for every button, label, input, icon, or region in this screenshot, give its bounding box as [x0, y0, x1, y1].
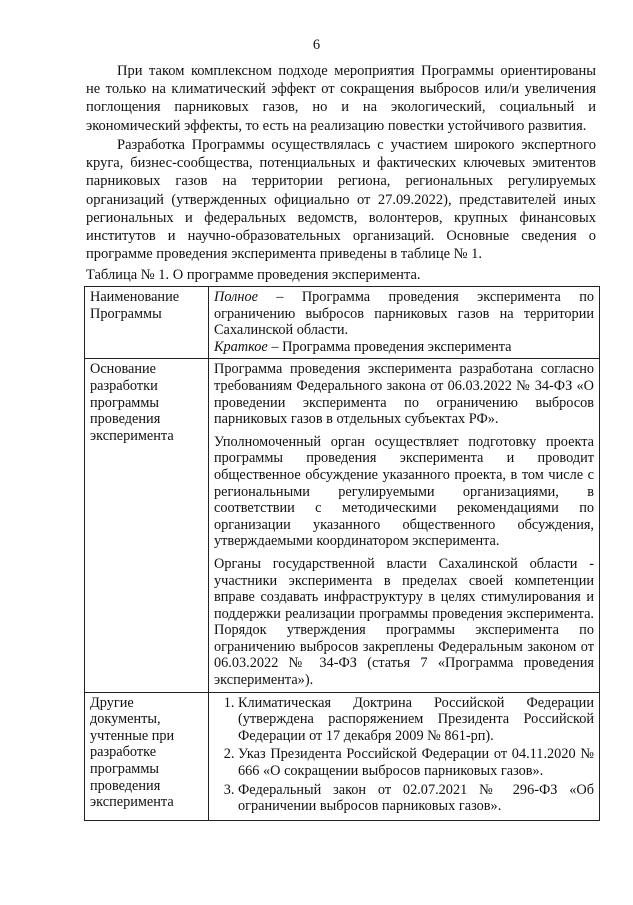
other-documents-cell [209, 692, 600, 820]
short-name-text: – Программа проведения эксперимента [267, 338, 512, 355]
body-paragraph-2 [86, 136, 596, 263]
basis-cell [209, 359, 600, 692]
documents-list [214, 695, 594, 815]
program-name-cell [209, 287, 600, 359]
program-info-table [84, 286, 600, 821]
table-row-program-name [85, 287, 600, 359]
short-name-label: Краткое [214, 338, 268, 355]
basis-paragraph: Программа проведения эксперимента разработана согласно требованиям Федерального закона от 06.03.2022 № 34-ФЗ «О проведении эксперимента по ограничению выбросов парниковых газов в отдельных субъектах РФ». [214, 361, 594, 428]
list-item: 1. Климатическая Доктрина Российской Федерации (утверждена распоряжением Президента Российской Федерации от 17 декабря 2009 № 861-рп). [238, 695, 594, 745]
row-label-other-documents: Другие документы, учтенные при разработке программы проведения эксперимента [85, 692, 209, 820]
table-caption: Таблица № 1. О программе проведения эксперимента. [86, 267, 421, 283]
full-name-line [214, 289, 594, 339]
table-row-basis [85, 359, 600, 692]
body-paragraph-1 [86, 62, 596, 135]
list-item: 2. Указ Президента Российской Федерации от 04.11.2020 № 666 «О сокращении выбросов парниковых газов». [238, 746, 594, 779]
full-name-label: Полное [214, 289, 258, 305]
basis-paragraph: Органы государственной власти Сахалинской области - участники эксперимента в пределах своей компетенции вправе создавать инфраструктуру в целях стимулирования и поддержки реализации программы проведения эксперимента. Порядок утверждения программы эксперимента по ограничению выбросов закреплены Федеральным законом от 06.03.2022 № 34-ФЗ (статья 7 «Программа проведения эксперимента»). [214, 555, 594, 689]
short-name-line [214, 339, 594, 356]
row-label-program-name: Наименование Программы [85, 287, 209, 359]
paragraph-text: Разработка Программы осуществлялась с участием широкого экспертного круга, бизнес-сообщества, потенциальных и фактических ключевых эмитентов парниковых газов на территории региона, региональных регулируемых организаций (утвержденных официально от 27.09.2022), представителей иных региональных и федеральных ведомств, волонтеров, крупных финансовых институтов и научно-образовательных организаций. Основные сведения о программе проведения эксперимента приведены в таблице № 1. [86, 137, 596, 263]
paragraph-text: При таком комплексном подходе мероприятия Программы ориентированы не только на климатический эффект от сокращения выбросов или/и увеличения поглощения парниковых газов, но и на экологический, социальный и экономический эффекты, то есть на реализацию повестки устойчивого развития. [86, 63, 596, 134]
row-label-basis: Основание разработки программы проведения эксперимента [85, 359, 209, 692]
full-name-text: – Программа проведения эксперимента по ограничению выбросов парниковых газов на территории Сахалинской области. [214, 289, 594, 339]
basis-paragraph: Уполномоченный орган осуществляет подготовку проекта программы проведения эксперимента и проводит общественное обсуждение указанного проекта, в том числе с региональными регулируемыми организациями, в соответствии с методическими рекомендациями по организации указанного общественного обсуждения, утверждаемыми координатором эксперимента. [214, 433, 594, 550]
list-item: 3. Федеральный закон от 02.07.2021 № 296-ФЗ «Об ограничении выбросов парниковых газов». [238, 782, 594, 815]
page-number: 6 [312, 37, 321, 53]
table-row-other-documents [85, 692, 600, 820]
